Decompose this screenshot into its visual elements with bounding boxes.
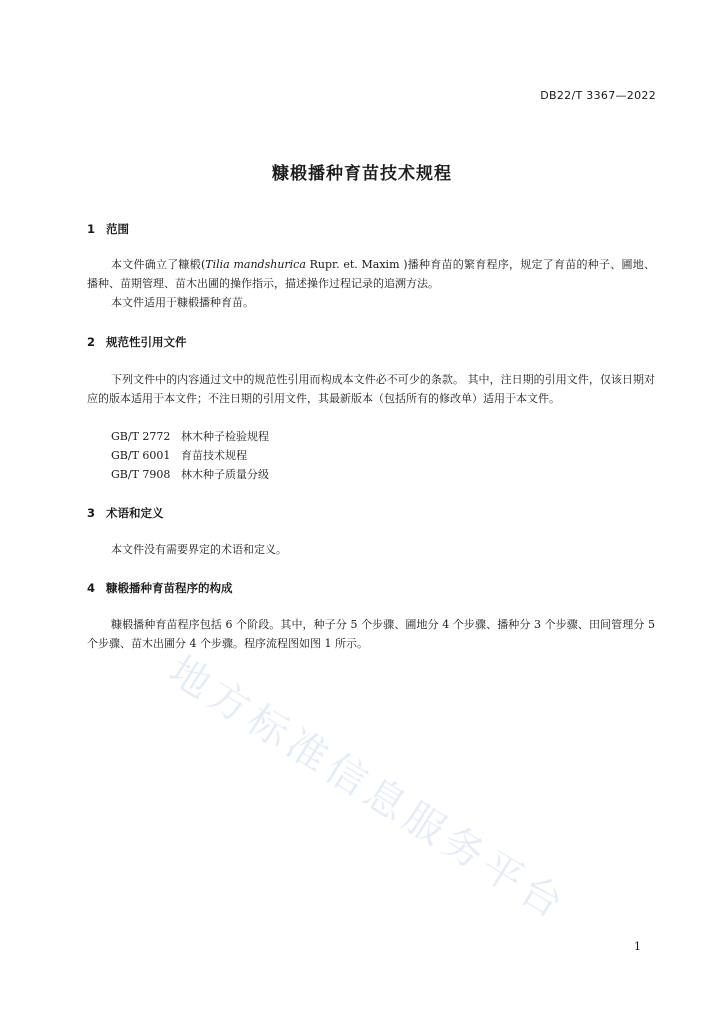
section-number: 1 bbox=[87, 222, 96, 236]
reference-item bbox=[111, 446, 247, 465]
section-heading-3 bbox=[87, 505, 164, 521]
scope-text-b: Rupr. et. Maxim )播种育苗的繁育程序，规定了育苗的种子、圃地、播种、苗期管理、苗木出圃的操作指示，描述操作过程记录的追溯方法。 bbox=[87, 258, 655, 290]
reference-name: 育苗技术规程 bbox=[181, 449, 247, 462]
watermark: 地方标准信息服务平台 bbox=[160, 647, 576, 931]
document-code: DB22/T 3367—2022 bbox=[540, 89, 656, 102]
scope-paragraph bbox=[87, 255, 655, 293]
reference-code: GB/T 2772 bbox=[111, 430, 171, 443]
reference-name: 林木种子质量分级 bbox=[181, 468, 269, 481]
section-title: 规范性引用文件 bbox=[106, 335, 187, 349]
section-number: 3 bbox=[87, 506, 96, 520]
scope-latin-name: Tilia mandshurica bbox=[205, 258, 306, 271]
scope-text-a: 本文件确立了糠椴( bbox=[111, 258, 206, 271]
section-title: 糠椴播种育苗程序的构成 bbox=[106, 581, 233, 595]
page-number: 1 bbox=[634, 940, 641, 953]
section-heading-4 bbox=[87, 580, 233, 596]
section-heading-1 bbox=[87, 221, 129, 237]
document-title: 糠椴播种育苗技术规程 bbox=[272, 164, 452, 184]
reference-name: 林木种子检验规程 bbox=[181, 430, 269, 443]
terms-paragraph: 本文件没有需要界定的术语和定义。 bbox=[111, 543, 287, 556]
reference-code: GB/T 6001 bbox=[111, 449, 171, 462]
section-heading-2 bbox=[87, 334, 187, 350]
scope-applicability: 本文件适用于糠椴播种育苗。 bbox=[111, 296, 254, 309]
section-number: 4 bbox=[87, 581, 96, 595]
section-number: 2 bbox=[87, 335, 96, 349]
section-title: 术语和定义 bbox=[106, 506, 164, 520]
section-title: 范围 bbox=[106, 222, 129, 236]
reference-code: GB/T 7908 bbox=[111, 468, 171, 481]
reference-item bbox=[111, 465, 269, 484]
reference-item bbox=[111, 427, 269, 446]
normative-references-paragraph: 下列文件中的内容通过文中的规范性引用而构成本文件必不可少的条款。 其中，注日期的引用文件，仅该日期对应的版本适用于本文件；不注日期的引用文件，其最新版本（包括所有的修改单）适用于本文件。 bbox=[87, 373, 655, 405]
procedure-paragraph: 糠椴播种育苗程序包括 6 个阶段。其中，种子分 5 个步骤、圃地分 4 个步骤、播种分 3 个步骤、田间管理分 5 个步骤、苗木出圃分 4 个步骤。程序流程图如图 1 所示。 bbox=[87, 618, 655, 650]
